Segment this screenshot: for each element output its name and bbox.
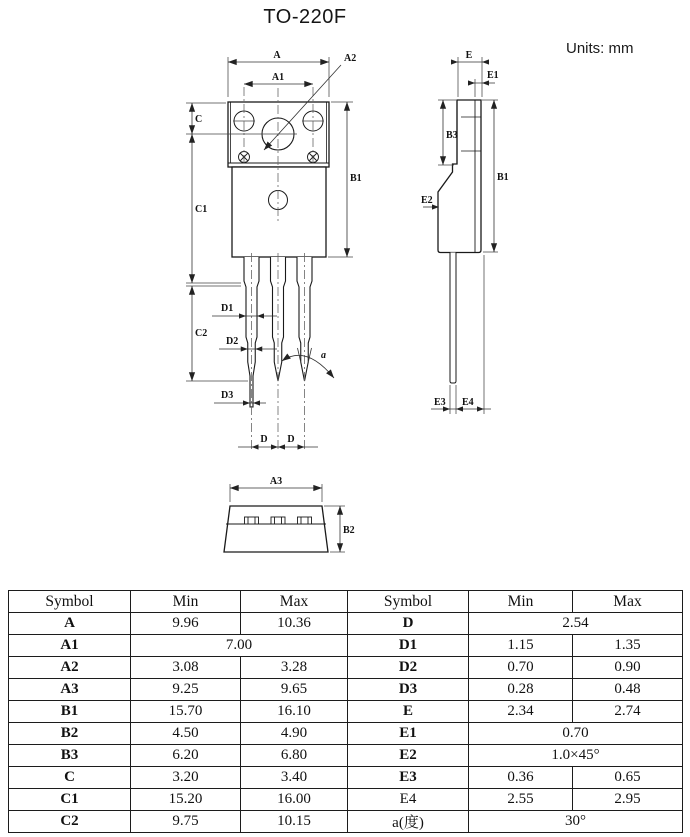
- dim-label-b1-front: B1: [350, 173, 362, 184]
- symbol-cell: E4: [348, 789, 469, 811]
- value-cell-span: 30°: [469, 811, 683, 833]
- symbol-cell: D: [348, 613, 469, 635]
- symbol-cell: C: [9, 767, 131, 789]
- max-cell: 2.74: [573, 701, 683, 723]
- symbol-cell: C1: [9, 789, 131, 811]
- table-row: [9, 767, 683, 789]
- header-max-left: Max: [241, 591, 348, 613]
- max-cell: 3.28: [241, 657, 348, 679]
- value-cell-span: 7.00: [131, 635, 348, 657]
- min-cell: 6.20: [131, 745, 241, 767]
- header-symbol-left: Symbol: [9, 591, 131, 613]
- min-cell: 9.25: [131, 679, 241, 701]
- dim-label-a: A: [273, 50, 281, 61]
- side-view: [421, 50, 509, 414]
- symbol-cell: B3: [9, 745, 131, 767]
- dim-label-e2: E2: [421, 195, 433, 206]
- max-cell: 2.95: [573, 789, 683, 811]
- max-cell: 3.40: [241, 767, 348, 789]
- min-cell: 9.96: [131, 613, 241, 635]
- symbol-cell: D1: [348, 635, 469, 657]
- max-cell: 10.15: [241, 811, 348, 833]
- dimension-table: [8, 590, 683, 833]
- min-cell: 3.20: [131, 767, 241, 789]
- value-cell-span: 0.70: [469, 723, 683, 745]
- dim-label-c: C: [195, 114, 203, 125]
- min-cell: 15.20: [131, 789, 241, 811]
- symbol-cell: A3: [9, 679, 131, 701]
- min-cell: 4.50: [131, 723, 241, 745]
- table-header-row: [9, 591, 683, 613]
- max-cell: 6.80: [241, 745, 348, 767]
- symbol-cell: E: [348, 701, 469, 723]
- min-cell: 3.08: [131, 657, 241, 679]
- max-cell: 0.65: [573, 767, 683, 789]
- table-row: [9, 811, 683, 833]
- front-view: [186, 50, 362, 452]
- symbol-cell: C2: [9, 811, 131, 833]
- min-cell: 0.28: [469, 679, 573, 701]
- dim-label-a1: A1: [271, 72, 285, 83]
- min-cell: 9.75: [131, 811, 241, 833]
- max-cell: 16.00: [241, 789, 348, 811]
- max-cell: 9.65: [241, 679, 348, 701]
- page-title: TO-220F: [263, 6, 347, 28]
- max-cell: 1.35: [573, 635, 683, 657]
- dim-label-e3: E3: [434, 397, 446, 408]
- dim-label-e: E: [465, 50, 473, 61]
- symbol-cell: B1: [9, 701, 131, 723]
- table-row: [9, 789, 683, 811]
- table-row: [9, 701, 683, 723]
- min-cell: 1.15: [469, 635, 573, 657]
- header-max-right: Max: [573, 591, 683, 613]
- dim-label-alpha: a: [321, 350, 326, 361]
- table-row: [9, 635, 683, 657]
- symbol-cell: D2: [348, 657, 469, 679]
- units-label: Units: mm: [566, 40, 634, 57]
- min-cell: 15.70: [131, 701, 241, 723]
- table-row: [9, 657, 683, 679]
- dim-label-c1: C1: [195, 204, 208, 215]
- header-min-left: Min: [131, 591, 241, 613]
- dim-label-e1: E1: [487, 70, 499, 81]
- dim-label-d1: D1: [221, 303, 234, 314]
- table-row: [9, 723, 683, 745]
- symbol-cell: A1: [9, 635, 131, 657]
- symbol-cell: E1: [348, 723, 469, 745]
- table-row: [9, 745, 683, 767]
- value-cell-span: 2.54: [469, 613, 683, 635]
- table-row: [9, 679, 683, 701]
- min-cell: 0.36: [469, 767, 573, 789]
- dim-label-d3: D3: [221, 390, 234, 401]
- max-cell: 0.90: [573, 657, 683, 679]
- dim-label-a3: A3: [269, 476, 283, 487]
- value-cell-span: 1.0×45°: [469, 745, 683, 767]
- header-symbol-right: Symbol: [348, 591, 469, 613]
- dim-label-b1-side: B1: [497, 172, 509, 183]
- dim-label-d2: D2: [226, 336, 239, 347]
- lead-side: [450, 253, 456, 384]
- symbol-cell: a(度): [348, 811, 469, 833]
- dim-label-a2: A2: [344, 53, 357, 64]
- dim-label-e4: E4: [462, 397, 474, 408]
- bottom-view: [224, 476, 355, 552]
- symbol-cell: D3: [348, 679, 469, 701]
- symbol-cell: A2: [9, 657, 131, 679]
- min-cell: 2.55: [469, 789, 573, 811]
- symbol-cell: A: [9, 613, 131, 635]
- table-row: [9, 613, 683, 635]
- max-cell: 16.10: [241, 701, 348, 723]
- max-cell: 10.36: [241, 613, 348, 635]
- max-cell: 4.90: [241, 723, 348, 745]
- symbol-cell: E3: [348, 767, 469, 789]
- symbol-cell: E2: [348, 745, 469, 767]
- min-cell: 2.34: [469, 701, 573, 723]
- min-cell: 0.70: [469, 657, 573, 679]
- symbol-cell: B2: [9, 723, 131, 745]
- dim-label-c2: C2: [195, 328, 208, 339]
- dim-label-b2: B2: [343, 525, 355, 536]
- dim-label-b3: B3: [446, 130, 458, 141]
- header-min-right: Min: [469, 591, 573, 613]
- max-cell: 0.48: [573, 679, 683, 701]
- dim-label-d-left: D: [260, 434, 268, 445]
- dim-label-d-right: D: [287, 434, 295, 445]
